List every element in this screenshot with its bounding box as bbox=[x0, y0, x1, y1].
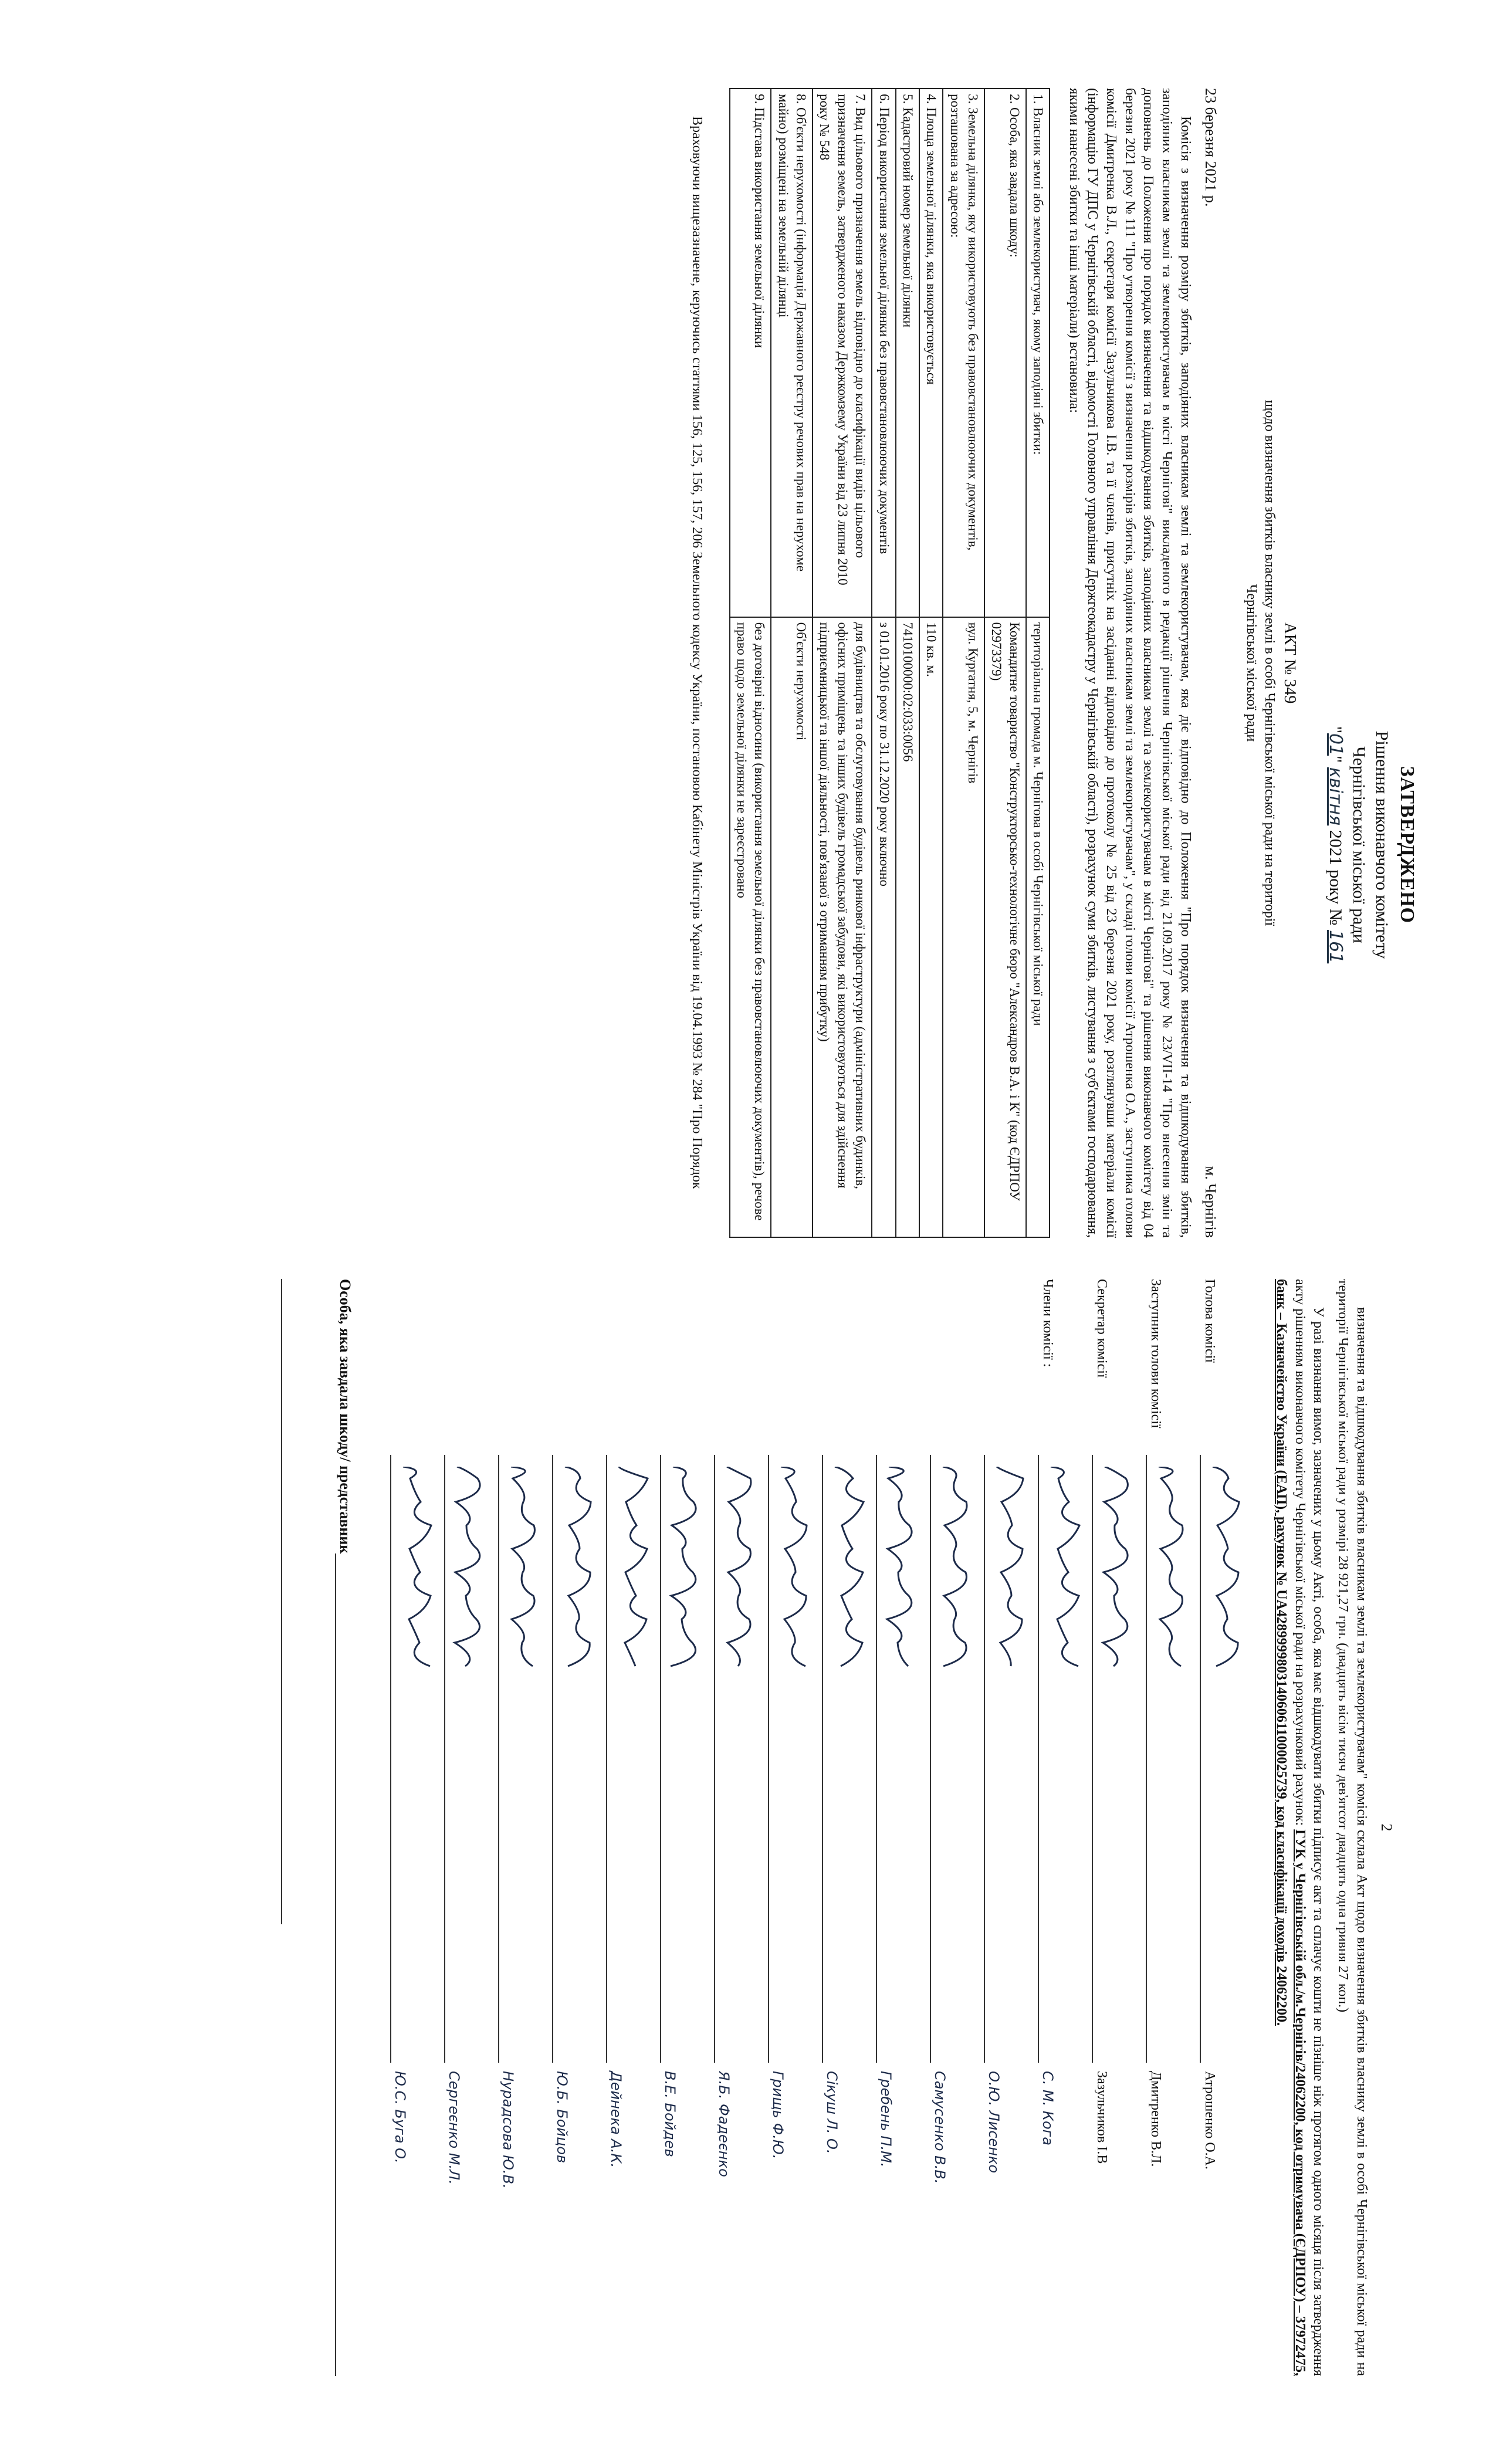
table-cell-label: 5. Кадастровий номер земельної ділянки bbox=[896, 89, 919, 617]
damage-party-label: Особа, яка завдала шкоду/ представник bbox=[337, 1279, 354, 1554]
act-intro-paragraph: Комісія з визначення розміру збитків, заподіяних власникам землі та землекористувачам, яка діє відповідно до Положення "Про порядок визначення та відшкодування збитків, заподіяних власникам землі та землекористувачам в місті Чернігові" викладеного в редакції рішення Чернігівської міської ради від 21.09.2017 року № 23/VII-14 "Про внесення змін та доповнень до Положення про порядок визначення та відшкодування збитків, заподіяних власникам землі та землекористувачам в місті Чернігові" та рішення виконавчого комітету від 04 березня 2021 року № 111 "Про утворення комісії з визначення розмірів збитків, заподіяних власникам землі та землекористувачам", у складі голови комісії Атрошенка О.А., заступника голови комісії Дмитренка В.Л., секретаря комісії Зазульчикова І.В. та її членів, присутніх на засіданні відповідно до протоколу № 25 від 23 березня 2021 року, розглянувши матеріали комісії (інформацію ГУ ДПС у Чернігівській області, відомості Головного управління Держгеокадастру у Чернігівській області), розрахунок суми збитків, листування з суб'єктами господарювання, якими нанесені збитки та інші матеріали) встановила: bbox=[1066, 88, 1193, 1238]
signature-role: Секретар комісії bbox=[1094, 1279, 1109, 1378]
approval-date-line: "01" квітня 2021 року № 161 bbox=[1325, 726, 1346, 964]
act-subtitle-1: щодо визначення збитків власнику землі в особі Чернігівської міської ради на території bbox=[1262, 400, 1278, 926]
signature-row bbox=[768, 1279, 822, 2376]
handwritten-signature-icon bbox=[985, 1467, 1032, 1713]
signature-name: Сікуш Л. О. bbox=[824, 2071, 840, 2154]
signature-name: С. М. Кога bbox=[1040, 2071, 1056, 2146]
signature-name: Нурадсова Ю.В. bbox=[500, 2071, 516, 2189]
signature-name: Ю.Б. Бойцов bbox=[554, 2071, 570, 2164]
act-date: 23 березня 2021 р. bbox=[1202, 88, 1220, 207]
table-cell-value: для будівництва та обслуговування будівель ринкової інфраструктури (адміністративних будинків, офісних приміщень та інших будівель громадської забудови, які використовуються для здійснення підприємницької та іншої діяльності, пов'язаної з отриманням прибутку) bbox=[813, 617, 872, 1237]
handwritten-signature-icon bbox=[877, 1467, 924, 1713]
signature-line bbox=[768, 1455, 804, 2063]
signature-line bbox=[390, 1455, 427, 2063]
table-cell-label: 1. Власник землі або землекористувач, якому заподіяні збитки: bbox=[1026, 89, 1050, 617]
signature-line bbox=[876, 1455, 912, 2063]
table-cell-label: 9. Підстава використання земельної ділянки bbox=[730, 89, 771, 617]
signature-row bbox=[984, 1279, 1038, 2376]
signature-row bbox=[1092, 1279, 1146, 2376]
signature-name: Грищь Ф.Ю. bbox=[770, 2071, 786, 2160]
act-subtitle-2: Чернігівської міської ради bbox=[1243, 584, 1259, 742]
signature-row bbox=[1146, 1279, 1200, 2376]
table-row bbox=[984, 89, 1026, 1237]
handwritten-signature-icon bbox=[1039, 1467, 1086, 1713]
signature-list bbox=[390, 1279, 1254, 2376]
table-cell-label: 7. Вид цільового призначення земель відповідно до класифікації видів цільового призначення земель, затвердженого наказом Держкомзему України від 23 липня 2010 року № 548 bbox=[813, 89, 872, 617]
signature-role: Члени комісії : bbox=[1040, 1279, 1055, 1368]
table-cell-value: без договірні відносини (використання земельної ділянки без правовстановлюючих документів), речове право щодо земельної ділянки не зареєстровано bbox=[730, 617, 771, 1237]
blank-signature-line bbox=[281, 1279, 312, 1924]
approval-month: квітня bbox=[1325, 767, 1346, 826]
signature-row bbox=[660, 1279, 714, 2376]
approval-year-text: 2021 року № bbox=[1325, 830, 1345, 926]
signature-name: Ю.С. Буга О. bbox=[392, 2071, 408, 2164]
signature-line bbox=[930, 1455, 966, 2063]
approval-body: Рішення виконавчого комітету bbox=[1372, 730, 1392, 959]
table-cell-value: Об'єкти нерухомості bbox=[771, 617, 813, 1237]
final-paragraph: Враховуючи вищезазначене, керуючись статтями 156, 125, 156, 157, 206 Земельного кодексу України, постановою Кабінету Міністрів України від 19.04.1993 № 284 "Про Порядок bbox=[689, 116, 705, 1189]
handwritten-signature-icon bbox=[715, 1467, 762, 1713]
damage-party-row bbox=[335, 1279, 355, 2376]
handwritten-signature-icon bbox=[823, 1467, 870, 1713]
handwritten-signature-icon bbox=[607, 1467, 654, 1713]
act-details-table bbox=[729, 88, 1050, 1238]
page-two bbox=[281, 1279, 1396, 2376]
handwritten-signature-icon bbox=[391, 1467, 438, 1713]
damage-party-signature-line bbox=[335, 1553, 354, 2376]
page-number: 2 bbox=[1378, 1823, 1395, 1832]
act-title: АКТ № 349 bbox=[1281, 622, 1299, 704]
signature-row bbox=[552, 1279, 606, 2376]
signature-name: Зазульчиков І.В bbox=[1094, 2071, 1109, 2164]
signature-name: Я.Б. Фадеєнко bbox=[716, 2071, 732, 2177]
signature-line bbox=[984, 1455, 1020, 2063]
signature-line bbox=[552, 1455, 588, 2063]
approval-day: 01 bbox=[1325, 733, 1346, 756]
signature-row bbox=[930, 1279, 984, 2376]
approval-heading: ЗАТВЕРДЖЕНО bbox=[1396, 766, 1418, 924]
signature-row bbox=[1200, 1279, 1254, 2376]
page2-paragraph-2 bbox=[1271, 1279, 1327, 2376]
table-cell-value: 110 кв. м. bbox=[919, 617, 943, 1237]
table-row bbox=[919, 89, 943, 1237]
table-row bbox=[1026, 89, 1050, 1237]
signature-line bbox=[606, 1455, 642, 2063]
signature-line bbox=[1200, 1455, 1236, 2063]
table-cell-label: 8. Об'єкти нерухомості (інформація Державного реєстру речових прав на нерухоме майно) розміщені на земельній ділянці bbox=[771, 89, 813, 617]
table-cell-label: 3. Земельна ділянка, яку використовують без правовстановлюючих документів, розташована за адресою: bbox=[943, 89, 984, 617]
signature-row bbox=[714, 1279, 768, 2376]
signature-row bbox=[1038, 1279, 1092, 2376]
signature-name: Гребень П.М. bbox=[878, 2071, 894, 2168]
signature-name: Сергеєнко М.Л. bbox=[446, 2071, 462, 2185]
act-city: м. Чернігів bbox=[1202, 1166, 1220, 1238]
signature-name: О.Ю. Лисенко bbox=[986, 2071, 1002, 2174]
signature-name: Дмитренко В.Л. bbox=[1148, 2071, 1163, 2167]
handwritten-signature-icon bbox=[553, 1467, 600, 1713]
signature-row bbox=[390, 1279, 444, 2376]
signature-row bbox=[498, 1279, 552, 2376]
table-row bbox=[771, 89, 813, 1237]
table-cell-value: з 01.01.2016 року по 31.12.2020 року включно bbox=[872, 617, 895, 1237]
approval-number: 161 bbox=[1325, 929, 1346, 964]
handwritten-signature-icon bbox=[931, 1467, 978, 1713]
handwritten-signature-icon bbox=[1093, 1467, 1140, 1713]
signature-row bbox=[606, 1279, 660, 2376]
approval-stamp bbox=[1324, 452, 1420, 1238]
signature-row bbox=[876, 1279, 930, 2376]
signature-name: В.Е. Бойдев bbox=[662, 2071, 678, 2157]
signature-line bbox=[1038, 1455, 1074, 2063]
signature-line bbox=[822, 1455, 858, 2063]
handwritten-signature-icon bbox=[661, 1467, 708, 1713]
date-city-row bbox=[1200, 88, 1220, 1238]
signature-row bbox=[444, 1279, 498, 2376]
table-cell-label: 6. Період використання земельної ділянки без правовстановлюючих документів bbox=[872, 89, 895, 617]
signature-line bbox=[660, 1455, 696, 2063]
table-cell-value: 7410100000:02:033:0056 bbox=[896, 617, 919, 1237]
signature-line bbox=[1092, 1455, 1128, 2063]
signature-role: Заступник голови комісії bbox=[1148, 1279, 1163, 1429]
handwritten-signature-icon bbox=[1147, 1467, 1194, 1713]
signature-line bbox=[714, 1455, 750, 2063]
signature-role: Голова комісії bbox=[1202, 1279, 1217, 1363]
table-cell-value: територіальна громада м. Чернігова в особі Чернігівської міської ради bbox=[1026, 617, 1050, 1237]
signature-line bbox=[498, 1455, 534, 2063]
table-row bbox=[943, 89, 984, 1237]
signature-name: Дейнека А.К. bbox=[608, 2071, 624, 2168]
handwritten-signature-icon bbox=[769, 1467, 816, 1713]
table-cell-label: 4. Площа земельної ділянки, яка використовується bbox=[919, 89, 943, 617]
payment-account: ГУК у Чернігівській обл./м.Чернігів/24062200, код отримувача (ЄДРПОУ) – 37972475, банк – Казначейство України (ЕАП), рахунок № UA428999980314060611000025739, код класифікації доходів 24062200. bbox=[1274, 1279, 1308, 2377]
signature-line bbox=[444, 1455, 480, 2063]
signature-row bbox=[822, 1279, 876, 2376]
signature-line bbox=[1146, 1455, 1182, 2063]
act-title-block bbox=[1241, 88, 1300, 1238]
handwritten-signature-icon bbox=[445, 1467, 492, 1713]
table-row bbox=[730, 89, 771, 1237]
table-row bbox=[896, 89, 919, 1237]
table-cell-value: Командитне товариство "Конструкторсько-технологічне бюро "Александров В.А. і К" (код ЄДРПОУ 02973379) bbox=[984, 617, 1026, 1237]
table-cell-label: 2. Особа, яка завдала шкоду: bbox=[984, 89, 1026, 617]
signature-name: Самусенко В.В. bbox=[932, 2071, 948, 2184]
approval-council: Чернігівської міської ради bbox=[1349, 746, 1369, 943]
table-cell-value: вул. Кургатня, 5, м. Чернігів bbox=[943, 617, 984, 1237]
page2-paragraph-1: визначення та відшкодування збитків власникам землі та землекористувачам" комісія склала Акт щодо визначення збитків власнику землі в особі Чернігівської міської ради на території Чернігівської міської ради у розмірі 28 921,27 грн. (двадцять вісім тисяч дев'ятсот двадцять одна гривня 27 коп.) bbox=[1335, 1279, 1369, 2376]
page-one bbox=[681, 88, 1418, 1238]
handwritten-signature-icon bbox=[499, 1467, 546, 1713]
payment-instructions: У разі визнання вимог, зазначених у цьому Акті, особа, яка має відшкодувати збитки підписує акт та сплачує кошти не пізніше ніж протягом одного місяця після затвердження акту рішенням виконавчого комітету Чернігівської міської ради на розрахунковий рахунок: bbox=[1292, 1279, 1326, 2376]
table-row bbox=[872, 89, 895, 1237]
table-row bbox=[813, 89, 872, 1237]
signature-name: Атрошенко О.А. bbox=[1202, 2071, 1217, 2169]
handwritten-signature-icon bbox=[1201, 1467, 1248, 1713]
